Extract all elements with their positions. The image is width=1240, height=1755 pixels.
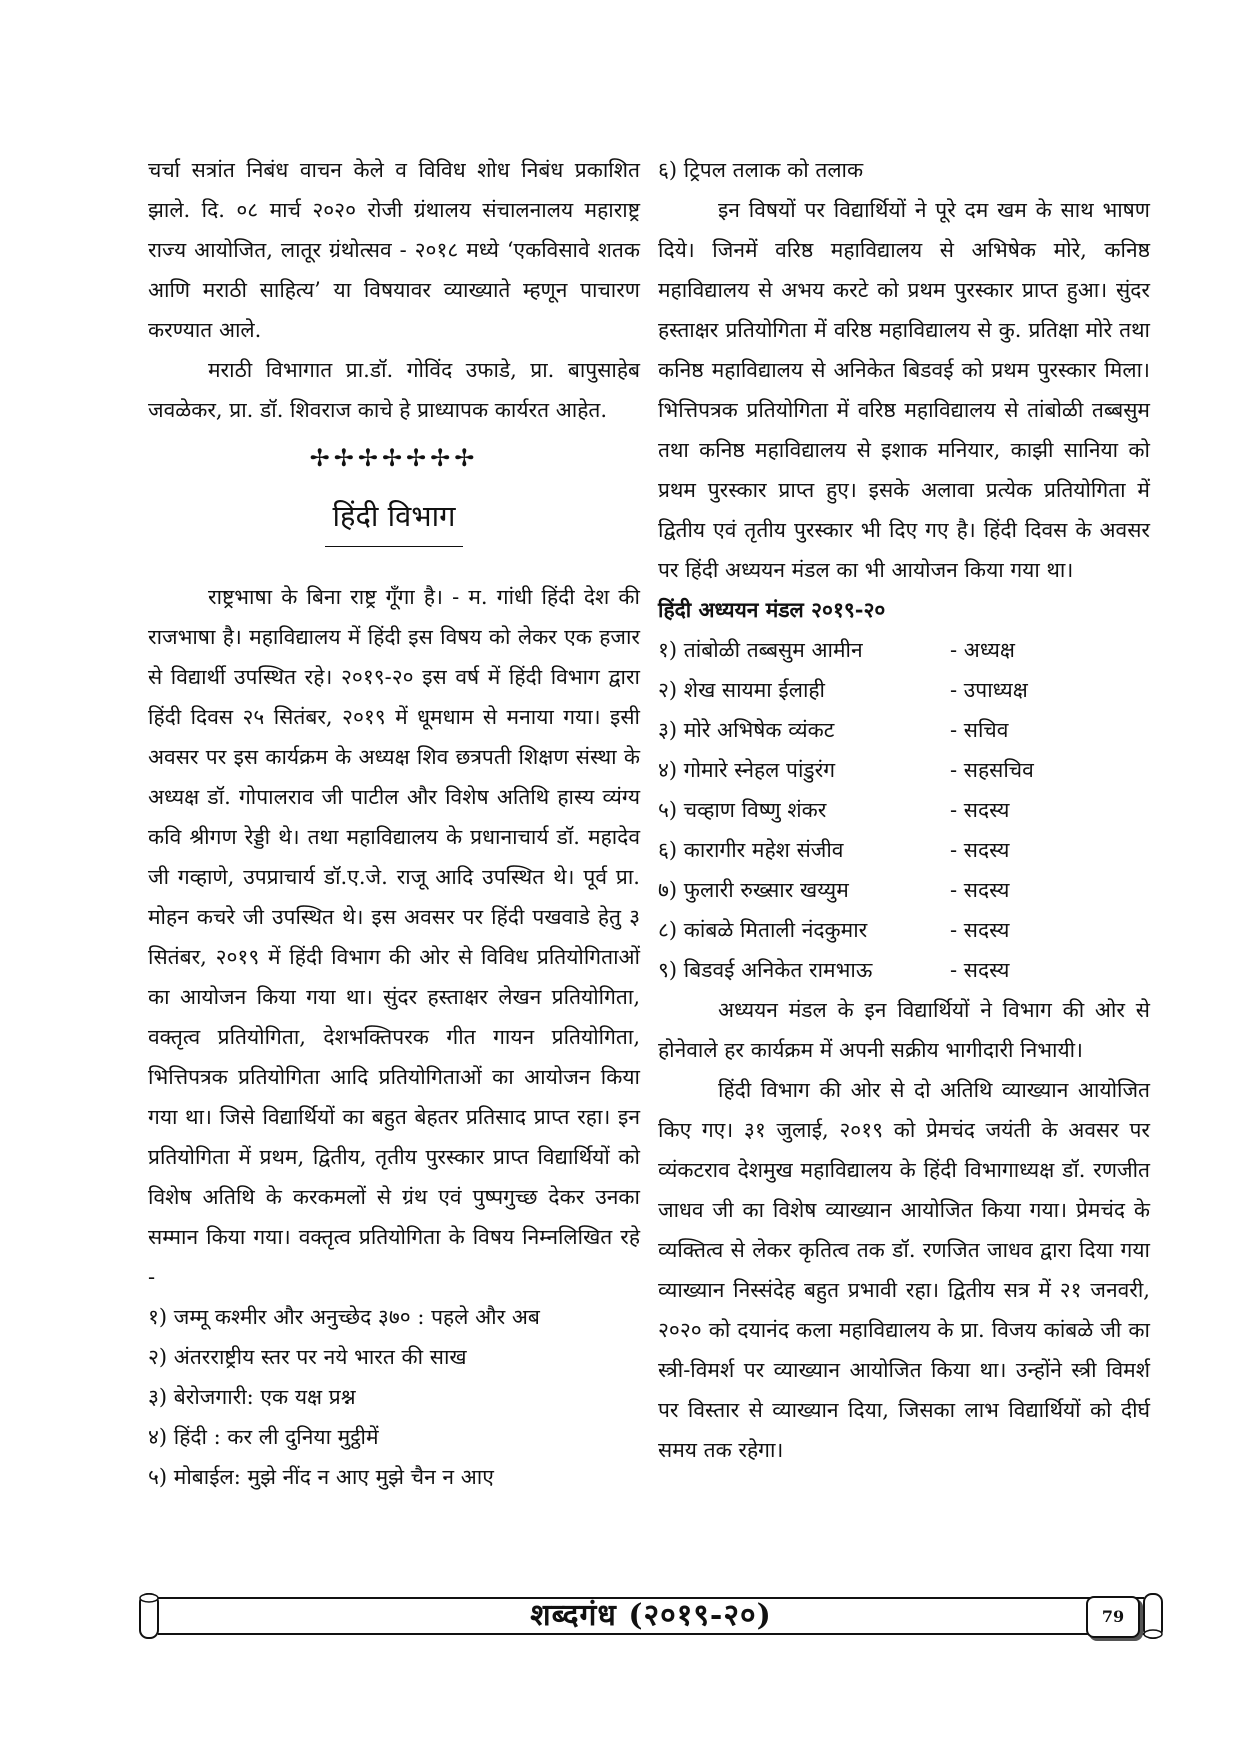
- marathi-staff-paragraph: मराठी विभागात प्रा.डॉ. गोविंद उफाडे, प्रा. बापुसाहेब जवळेकर, प्रा. डॉ. शिवराज काचे हे प्राध्यापक कार्यरत आहेत.: [148, 358, 640, 422]
- page-footer: [136, 1590, 1166, 1642]
- member-name: ९) बिडवई अनिकेत रामभाऊ: [658, 958, 873, 982]
- left-column: [148, 150, 640, 1497]
- member-role: - सहसचिव: [950, 758, 1034, 782]
- topic-list: [148, 1297, 640, 1497]
- member-role: - सदस्य: [950, 878, 1010, 902]
- member-name: ३) मोरे अभिषेक व्यंकट: [658, 718, 835, 742]
- member-role: - सदस्य: [950, 918, 1010, 942]
- committee-member-list: [658, 630, 1150, 990]
- committee-member: [658, 710, 1150, 750]
- member-role: - सदस्य: [950, 838, 1010, 862]
- section-heading: हिंदी विभाग: [325, 494, 464, 547]
- committee-member: [658, 790, 1150, 830]
- committee-title: हिंदी अध्ययन मंडल २०१९-२०: [658, 597, 886, 622]
- topic-item: ३) बेरोजगारी: एक यक्ष प्रश्न: [148, 1385, 356, 1409]
- hindi-intro-paragraph: राष्ट्रभाषा के बिना राष्ट्र गूँगा है। - म. गांधी हिंदी देश की राजभाषा है। महाविद्यालय में हिंदी इस विषय को लेकर एक हजार से विद्यार्थी उपस्थित रहे। २०१९-२० इस वर्ष में हिंदी विभाग द्वारा हिंदी दिवस २५ सितंबर, २०१९ में धूमधाम से मनाया गया। इसी अवसर पर इस कार्यक्रम के अध्यक्ष शिव छत्रपती शिक्षण संस्था के अध्यक्ष डॉ. गोपालराव जी पाटील और विशेष अतिथि हास्य व्यंग्य कवि श्रीगण रेड्डी थे। तथा महाविद्यालय के प्रधानाचार्य डॉ. महादेव जी गव्हाणे, उपप्राचार्य डॉ.ए.जे. राजू आदि उपस्थित थे। पूर्व प्रा. मोहन कचरे जी उपस्थित थे। इस अवसर पर हिंदी पखवाडे हेतु ३ सितंबर, २०१९ में हिंदी विभाग की ओर से विविध प्रतियोगिताओं का आयोजन किया गया था। सुंदर हस्ताक्षर लेखन प्रतियोगिता, वक्तृत्व प्रतियोगिता, देशभक्तिपरक गीत गायन प्रतियोगिता, भित्तिपत्रक प्रतियोगिता आदि प्रतियोगिताओं का आयोजन किया गया था। जिसे विद्यार्थियों का बहुत बेहतर प्रतिसाद प्राप्त रहा। इन प्रतियोगिता में प्रथम, द्वितीय, तृतीय पुरस्कार प्राप्त विद्यार्थियों को विशेष अतिथि के करकमलों से ग्रंथ एवं पुष्पगुच्छ देकर उनका सम्मान किया गया। वक्तृत्व प्रतियोगिता के विषय निम्नलिखित रहे -: [148, 585, 640, 1289]
- member-name: २) शेख सायमा ईलाही: [658, 678, 825, 702]
- committee-member: [658, 750, 1150, 790]
- committee-member: [658, 870, 1150, 910]
- committee-member: [658, 950, 1150, 990]
- member-role: - उपाध्यक्ष: [950, 678, 1028, 702]
- member-name: ५) चव्हाण विष्णु शंकर: [658, 798, 827, 822]
- member-name: ४) गोमारे स्नेहल पांडुरंग: [658, 758, 836, 782]
- participation-paragraph: अध्ययन मंडल के इन विद्यार्थियों ने विभाग की ओर से होनेवाले हर कार्यक्रम में अपनी सक्रीय भागीदारी निभायी।: [658, 998, 1150, 1062]
- member-role: - सदस्य: [950, 958, 1010, 982]
- right-column: [658, 150, 1150, 1470]
- committee-member: [658, 830, 1150, 870]
- committee-member: [658, 670, 1150, 710]
- publication-title: शब्दगंध (२०१९-२०): [530, 1598, 772, 1633]
- topic-item: १) जम्मू कश्मीर और अनुच्छेद ३७० : पहले और अब: [148, 1305, 540, 1329]
- member-name: १) तांबोळी तब्बसुम आमीन: [658, 638, 863, 662]
- committee-member: [658, 910, 1150, 950]
- lectures-paragraph: हिंदी विभाग की ओर से दो अतिथि व्याख्यान आयोजित किए गए। ३१ जुलाई, २०१९ को प्रेमचंद जयंती के अवसर पर व्यंकटराव देशमुख महाविद्यालय के हिंदी विभागाध्यक्ष डॉ. रणजीत जाधव जी का विशेष व्याख्यान आयोजित किया गया। प्रेमचंद के व्यक्तित्व से लेकर कृतित्व तक डॉ. रणजित जाधव द्वारा दिया गया व्याख्यान निस्संदेह बहुत प्रभावी रहा। द्वितीय सत्र में २१ जनवरी, २०२० को दयानंद कला महाविद्यालय के प्रा. विजय कांबळे जी का स्त्री-विमर्श पर व्याख्यान आयोजित किया था। उन्होंने स्त्री विमर्श पर विस्तार से व्याख्यान दिया, जिसका लाभ विद्यार्थियों को दीर्घ समय तक रहेगा।: [658, 1078, 1150, 1462]
- committee-member: [658, 630, 1150, 670]
- member-role: - अध्यक्ष: [950, 638, 1015, 662]
- member-role: - सदस्य: [950, 798, 1010, 822]
- topic-item: ६) ट्रिपल तलाक को तलाक: [658, 158, 864, 182]
- topic-item: २) अंतरराष्ट्रीय स्तर पर नये भारत की साख: [148, 1345, 467, 1369]
- page-number: 79: [1086, 1596, 1140, 1638]
- member-name: ८) कांबळे मिताली नंदकुमार: [658, 918, 868, 942]
- results-paragraph: इन विषयों पर विद्यार्थियों ने पूरे दम खम के साथ भाषण दिये। जिनमें वरिष्ठ महाविद्यालय से अभिषेक मोरे, कनिष्ठ महाविद्यालय से अभय करटे को प्रथम पुरस्कार प्राप्त हुआ। सुंदर हस्ताक्षर प्रतियोगिता में वरिष्ठ महाविद्यालय से कु. प्रतिक्षा मोरे तथा कनिष्ठ महाविद्यालय से अनिकेत बिडवई को प्रथम पुरस्कार मिला। भित्तिपत्रक प्रतियोगिता में वरिष्ठ महाविद्यालय से तांबोळी तब्बसुम तथा कनिष्ठ महाविद्यालय से इशाक मनियार, काझी सानिया को प्रथम पुरस्कार प्राप्त हुए। इसके अलावा प्रत्येक प्रतियोगिता में द्वितीय एवं तृतीय पुरस्कार भी दिए गए है। हिंदी दिवस के अवसर पर हिंदी अध्ययन मंडल का भी आयोजन किया गया था।: [658, 198, 1150, 582]
- intro-paragraph: चर्चा सत्रांत निबंध वाचन केले व विविध शोध निबंध प्रकाशित झाले. दि. ०८ मार्च २०२० रोजी ग्रंथालय संचालनालय महाराष्ट्र राज्य आयोजित, लातूर ग्रंथोत्सव - २०१८ मध्ये ‘एकविसावे शतक आणि मराठी साहित्य’ या विषयावर व्याख्याते म्हणून पाचारण करण्यात आले.: [148, 158, 640, 342]
- section-separator: ✢✢✢✢✢✢✢: [309, 444, 479, 472]
- member-name: ७) फुलारी रुख्सार खय्युम: [658, 878, 849, 902]
- member-name: ६) कारागीर महेश संजीव: [658, 838, 844, 862]
- topic-item: ५) मोबाईल: मुझे नींद न आए मुझे चैन न आए: [148, 1465, 494, 1489]
- topic-item: ४) हिंदी : कर ली दुनिया मुट्ठीमें: [148, 1425, 379, 1449]
- member-role: - सचिव: [950, 718, 1009, 742]
